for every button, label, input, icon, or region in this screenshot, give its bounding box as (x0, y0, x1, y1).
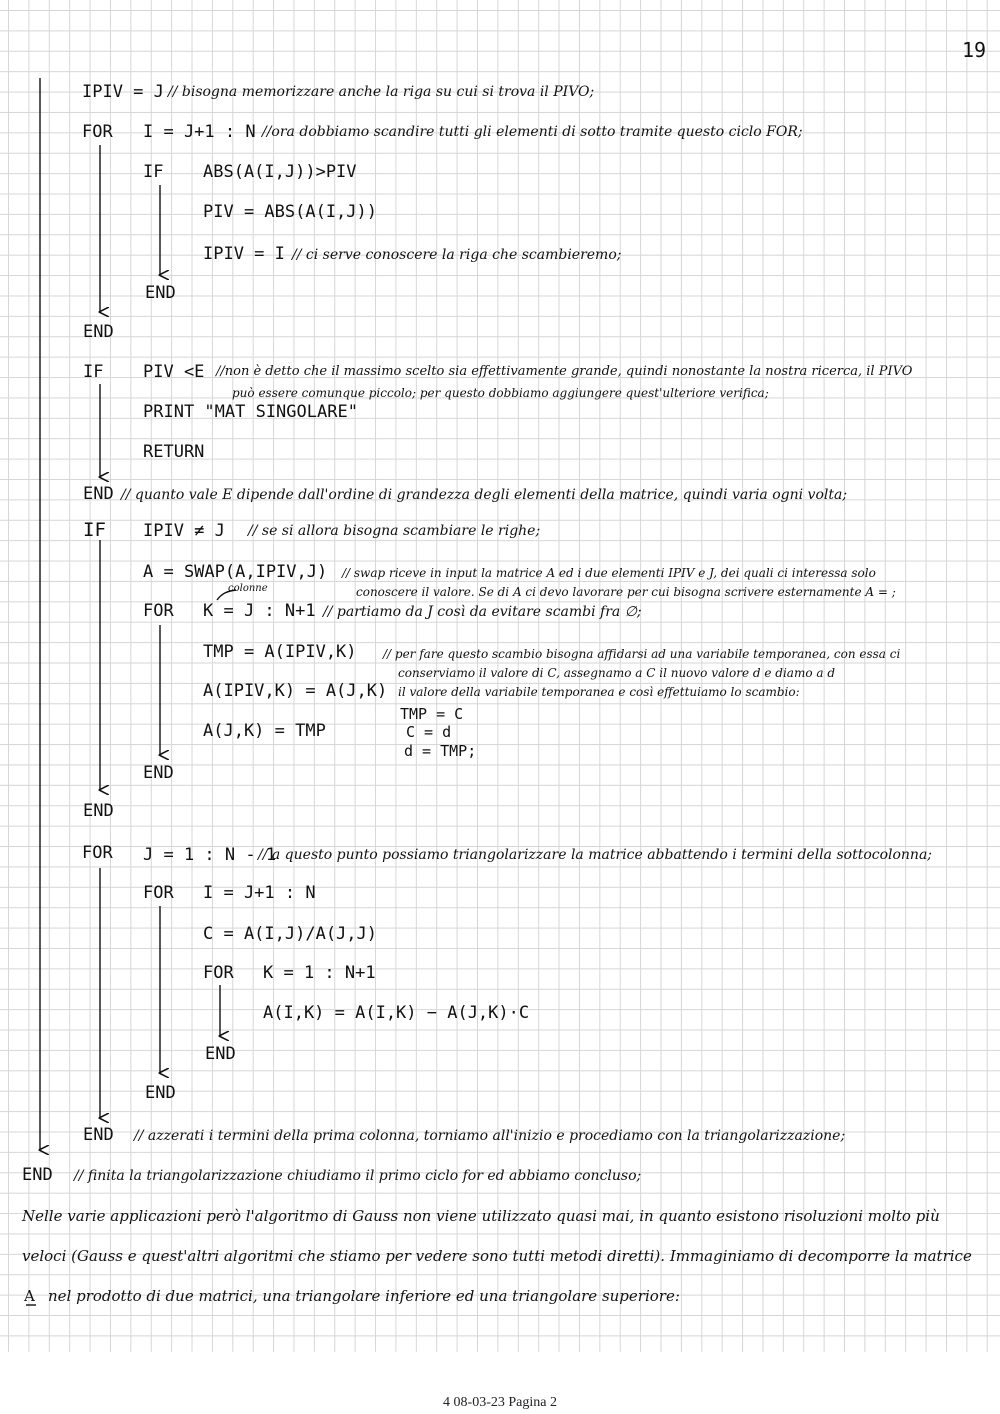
if2-note: //non è detto che il massimo scelto sia effettivamente grande, quindi nonostante la nostra ricerca, il PIVO (216, 364, 913, 379)
end-if2-note: // quanto vale E dipende dall'ordine di grandezza degli elementi della matrice, quindi varia ogni volta; (121, 487, 848, 503)
for-i-range: I = J+1 : N (143, 122, 256, 142)
for-k-note: // partiamo da J così da evitare scambi fra ∅; (323, 604, 642, 620)
page-footer: 4 08-03-23 Pagina 2 (443, 1395, 557, 1410)
if2-note-continued: può essere comunque piccolo; per questo dobbiamo aggiungere quest'ulteriore verifica; (232, 386, 769, 400)
end-for-j: END (83, 1125, 114, 1145)
for-k2-keyword: FOR (203, 963, 234, 983)
if2-keyword: IF (83, 362, 104, 382)
tmp-assign-1: TMP = A(IPIV,K) (203, 642, 357, 662)
ipiv-j-line: IPIV = J (82, 82, 164, 102)
tmp-note-4: TMP = C (400, 705, 464, 723)
if2-condition: PIV <E (143, 362, 205, 382)
swap-statement: A = SWAP(A,IPIV,J) (143, 562, 328, 582)
a-update: A(I,K) = A(I,K) − A(J,K)·C (263, 1003, 530, 1023)
end-main: END (22, 1165, 53, 1185)
matrix-symbol: A (24, 1287, 35, 1305)
ipiv-i-note: // ci serve conoscere la riga che scambieremo; (292, 247, 622, 263)
return-statement: RETURN (143, 442, 205, 462)
for-k2-range: K = 1 : N+1 (263, 963, 376, 983)
tmp-note-1: // per fare questo scambio bisogna affidarsi ad una variabile temporanea, con essa ci (383, 647, 901, 661)
prose-line-2: veloci (Gauss e quest'altri algoritmi che stiamo per vedere sono tutti metodi diretti). Immaginiamo di decomporre la matrice (22, 1247, 972, 1265)
prose-line-3: nel prodotto di due matrici, una triangolare inferiore ed una triangolare superiore: (48, 1287, 680, 1305)
ipiv-j-note: // bisogna memorizzare anche la riga su cui si trova il PIVO; (168, 84, 595, 100)
prose-line-1: Nelle varie applicazioni però l'algoritmo di Gauss non viene utilizzato quasi mai, in quanto esistono risoluzioni molto più (22, 1207, 940, 1225)
end-for-k: END (143, 763, 174, 783)
end-if2: END (83, 484, 114, 504)
tmp-assign-2: A(IPIV,K) = A(J,K) (203, 681, 388, 701)
swap-note: // swap riceve in input la matrice A ed i due elementi IPIV e J, dei quali ci interessa solo (342, 566, 876, 580)
for-j-range: J = 1 : N - 1 (143, 845, 277, 865)
colonne-label: colonne (228, 583, 268, 594)
piv-assignment: PIV = ABS(A(I,J)) (203, 202, 377, 222)
end-main-note: // finita la triangolarizzazione chiudiamo il primo ciclo for ed abbiamo concluso; (74, 1168, 642, 1184)
end-for-j-note: // azzerati i termini della prima colonna, torniamo all'inizio e procediamo con la triangolarizzazione; (134, 1128, 846, 1144)
print-statement: PRINT "MAT SINGOLARE" (143, 402, 358, 422)
if1-keyword: IF (143, 162, 164, 182)
for-k-range: K = J : N+1 (203, 601, 316, 621)
page-number: 19 (962, 38, 987, 62)
for-i-keyword: FOR (82, 122, 113, 142)
end-for-i2: END (145, 1083, 176, 1103)
end-if1: END (145, 283, 176, 303)
for-j-keyword: FOR (82, 843, 113, 863)
tmp-note-6: d = TMP; (404, 742, 477, 760)
tmp-note-3: il valore della variabile temporanea e così effettuiamo lo scambio: (398, 685, 800, 699)
if3-keyword: IF (83, 519, 106, 541)
if3-condition: IPIV ≠ J (143, 521, 225, 541)
swap-note-continued: conoscere il valore. Se di A ci devo lavorare per cui bisogna scrivere esternamente A = ; (356, 585, 896, 599)
for-j-note: // a questo punto possiamo triangolarizzare la matrice abbattendo i termini della sottocolonna; (258, 847, 933, 863)
end-for-i: END (83, 322, 114, 342)
tmp-note-2: conserviamo il valore di C, assegnamo a C il nuovo valore d e diamo a d (398, 666, 836, 680)
tmp-note-5: C = d (406, 723, 452, 741)
for-i-note: //ora dobbiamo scandire tutti gli elementi di sotto tramite questo ciclo FOR; (262, 124, 803, 140)
end-for-k2: END (205, 1044, 236, 1064)
if3-note: // se si allora bisogna scambiare le righe; (248, 523, 541, 539)
for-i2-range: I = J+1 : N (203, 883, 316, 903)
for-i2-keyword: FOR (143, 883, 174, 903)
end-if3: END (83, 801, 114, 821)
c-assignment: C = A(I,J)/A(J,J) (203, 924, 377, 944)
ipiv-i-line: IPIV = I (203, 244, 285, 264)
for-k-keyword: FOR (143, 601, 174, 621)
tmp-assign-3: A(J,K) = TMP (203, 721, 326, 741)
if1-condition: ABS(A(I,J))>PIV (203, 162, 357, 182)
